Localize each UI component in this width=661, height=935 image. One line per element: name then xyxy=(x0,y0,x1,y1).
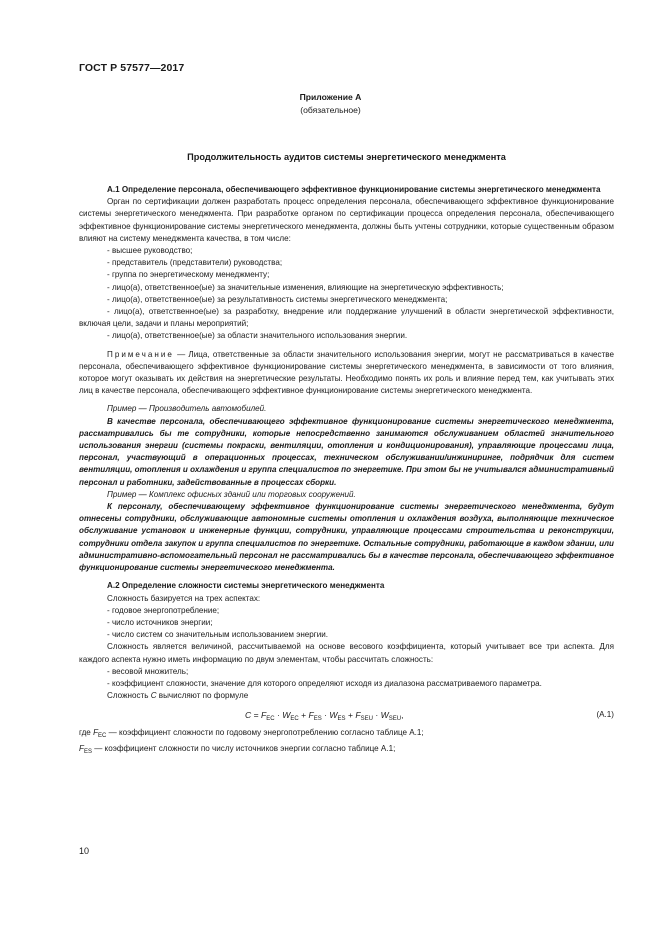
formula-intro: Сложность C вычисляют по формуле xyxy=(107,691,249,701)
where-item: где $F_{EC}$ — коэффициент сложности по годовому энергопотреблению согласно таблице А.1; xyxy=(79,728,424,740)
example-title: Пример — Комплекс офисных зданий или торговых сооружений. xyxy=(107,489,356,499)
paragraph: Сложность базируется на трех аспектах: xyxy=(107,593,261,603)
list-item: - группа по энергетическому менеджменту; xyxy=(107,270,270,280)
example-title: Пример — Производитель автомобилей. xyxy=(107,404,267,414)
list-item: - годовое энергопотребление; xyxy=(107,605,220,615)
list-item: - высшее руководство; xyxy=(107,246,193,256)
section-a2-heading: А.2 Определение сложности системы энергетического менеджмента xyxy=(107,581,385,591)
formula-expression: $C = F_{EC} \cdot W_{EC} + F_{ES} \cdot W_{ES} + F_{SEU} \cdot W_{SEU}$, xyxy=(245,710,404,723)
example-text: В качестве персонала, обеспечивающего эффективное функционирование системы энергетического менеджмента, рассматривались бы те сотрудники, которые непосредственно занимаются обслуживанием областей значительного использования энергии (системы покраски, вентиляции, отопления и кондиционирования), управляющие процессами лица, персонал, участвующий в операционных процессах, техническом обслуживании/инжиниринге, подрядчик для систем вентиляции, отопления и охлаждения и группа специалистов по энергетике. При этом бы не учитывался административный персонал и работники, задействованные в процессах сборки. xyxy=(79,416,614,487)
example-text: К персоналу, обеспечивающему эффективное функционирование системы энергетического менеджмента, будут отнесены сотрудники, обслуживающие автономные системы отопления и охлаждения воздуха, выполняющие техническое обслуживание установок и инженерные функции, сотрудники, управляющие процессами строительства и реконструкции, сотрудники отдела закупок и группа специалистов по энергетике. Остальные сотрудники, работающие в каждом здании, или административно-вспомогательный персонал не рассматривались бы в качестве персонала, обеспечивающего эффективное функционирование системы энергетического менеджмента. xyxy=(79,502,614,573)
note-label: Примечание xyxy=(107,349,174,359)
list-item: - представитель (представители) руководства; xyxy=(107,258,283,268)
section-a1-heading: А.1 Определение персонала, обеспечивающего эффективное функционирование системы энергетического менеджмента xyxy=(107,185,601,194)
list-item: - лицо(а), ответственное(ые) за результативность системы энергетического менеджмента; xyxy=(107,294,448,304)
annex-status: (обязательное) xyxy=(300,105,361,115)
list-item: - число источников энергии; xyxy=(107,617,213,627)
annex-title: Приложение А xyxy=(299,92,362,102)
body-text xyxy=(79,184,614,758)
list-item: - лицо(а), ответственное(ые) за разработку, внедрение или поддержание улучшений в области энергетической эффективности, включая цели, задачи и планы мероприятий; xyxy=(79,307,614,329)
paragraph: Орган по сертификации должен разработать процесс определения персонала, обеспечивающего эффективное функционирование системы энергетического менеджмента. При разработке органом по сертификации процесса определения персонала, обеспечивающего эффективное функционирование системы энергетического менеджмента, должны быть учтены сотрудники, которые существенным образом влияют на систему менеджмента качества, в том числе: xyxy=(79,197,614,243)
note-text: — Лица, ответственные за области значительного использования энергии, могут не рассматриваться в качестве персонала, обеспечивающего эффективное функционирование системы энергетического менеджмента, в зависимости от того влияния, которое могут оказывать их действия на энергетические результаты. Необходимо понять их роль и влияние перед тем, как учитывать этих лиц в качестве персонала, обеспечивающего эффективное функционирование системы энергетического менеджмента. xyxy=(79,349,614,396)
list-item: - лицо(а), ответственное(ые) за области значительного использования энергии. xyxy=(107,331,408,341)
list-item: - коэффициент сложности, значение для которого определяют исходя из диалазона рассматриваемого параметра. xyxy=(107,678,542,688)
standard-header: ГОСТ Р 57577—2017 xyxy=(79,62,185,74)
list-item: - число систем со значительным использованием энергии. xyxy=(107,630,329,640)
formula-number: (А.1) xyxy=(596,710,614,720)
formula-a1 xyxy=(79,705,614,727)
annex-heading: Продолжительность аудитов системы энергетического менеджмента xyxy=(187,152,506,162)
note xyxy=(79,349,614,398)
list-item: - весовой множитель; xyxy=(107,666,189,676)
paragraph: Сложность является величиной, рассчитываемой на основе весового коэффициента, который учитывает все три аспекта. Для каждого аспекта нужно иметь информацию по двум элементам, чтобы рассчитать сложность: xyxy=(79,642,614,664)
where-item: $F_{ES}$ — коэффициент сложности по числу источников энергии согласно таблице А.1; xyxy=(79,743,396,755)
list-item: - лицо(а), ответственное(ые) за значительные изменения, влияющие на энергетическую эффективность; xyxy=(107,282,504,292)
page-number: 10 xyxy=(79,846,90,856)
